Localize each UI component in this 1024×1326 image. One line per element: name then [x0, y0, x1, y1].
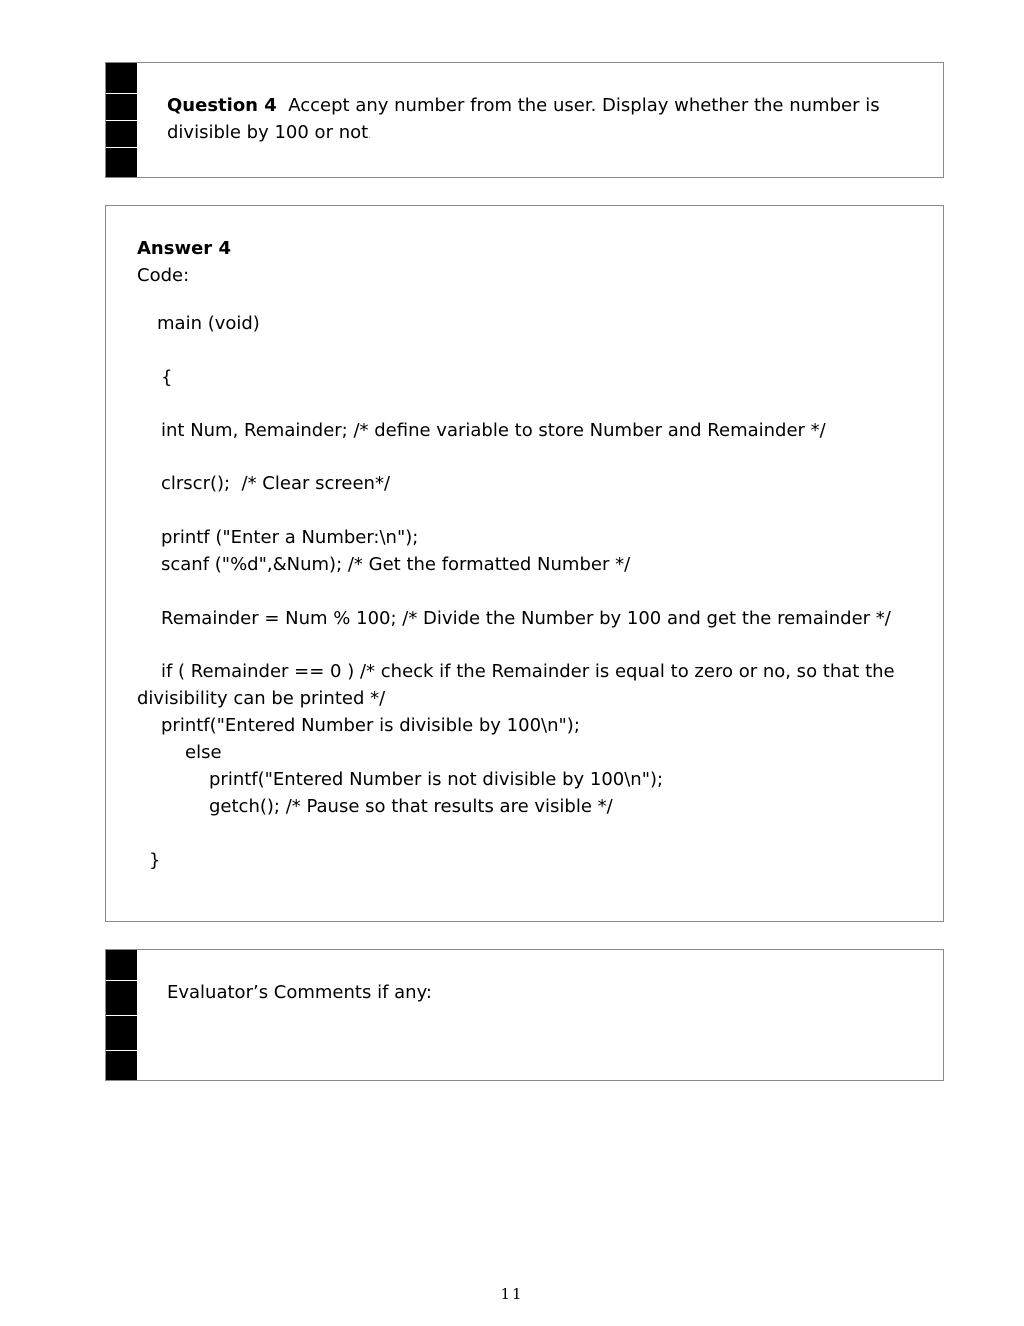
question-text-block [167, 92, 907, 150]
evaluator-comments-box [105, 949, 944, 1081]
code-line: printf("Entered Number is divisible by 100\n"); [161, 715, 580, 736]
answer-heading: Answer 4 [137, 238, 231, 259]
code-label: Code: [137, 265, 190, 286]
code-line: main (void) [157, 313, 260, 334]
code-line: scanf ("%d",&Num); /* Get the formatted Number */ [161, 554, 631, 575]
evaluator-comments-label: Evaluator’s Comments if any: [167, 982, 432, 1003]
code-line: else [185, 742, 222, 763]
code-line: printf ("Enter a Number:\n"); [161, 527, 419, 548]
question-text: Accept any number from the user. Display whether the number is divisible by 100 or not [167, 95, 880, 143]
comments-side-bar [106, 950, 137, 1080]
question-end-mark: . [368, 131, 372, 141]
code-line: } [149, 850, 161, 871]
code-line: int Num, Remainder; /* define variable to store Number and Remainder */ [161, 420, 826, 441]
code-line: printf("Entered Number is not divisible by 100\n"); [209, 769, 664, 790]
code-line: clrscr(); /* Clear screen*/ [161, 473, 391, 494]
question-side-bar [106, 63, 137, 177]
code-line: { [161, 367, 173, 388]
code-line: Remainder = Num % 100; /* Divide the Number by 100 and get the remainder */ [161, 608, 891, 629]
question-label: Question 4 [167, 95, 277, 116]
question-box [105, 62, 944, 178]
answer-box [105, 205, 944, 922]
page-number: 11 [500, 1285, 524, 1303]
code-line: if ( Remainder == 0 ) /* check if the Remainder is equal to zero or no, so that the [161, 661, 895, 682]
code-line: divisibility can be printed */ [137, 688, 386, 709]
code-line: getch(); /* Pause so that results are visible */ [209, 796, 613, 817]
